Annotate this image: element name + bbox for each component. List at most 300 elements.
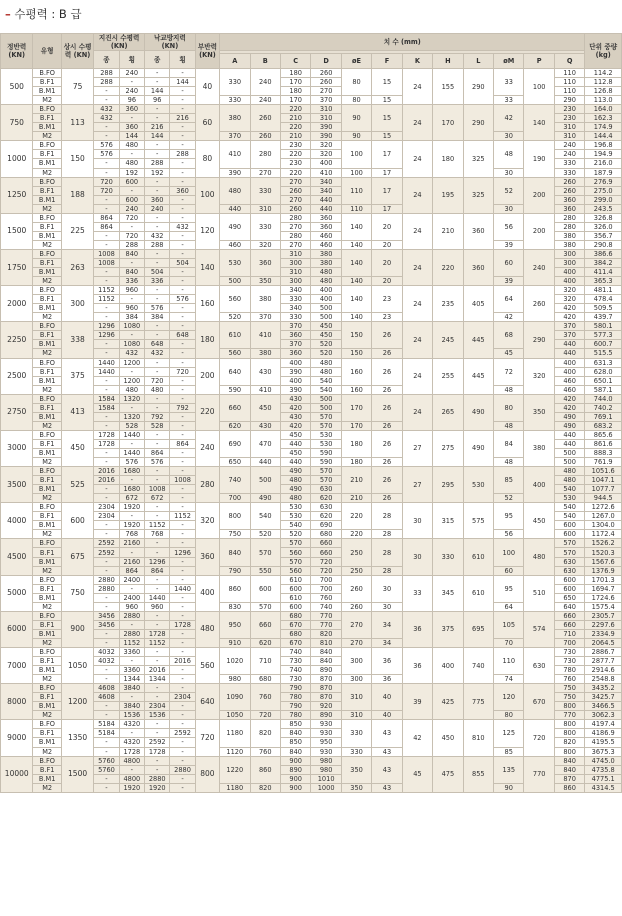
cell-seismic-longitudinal: 3456 [94, 620, 119, 629]
cell-seismic-longitudinal: 864 [94, 222, 119, 231]
cell-rated-load: 750 [1, 105, 33, 141]
cell-dim-c: 440 [280, 439, 310, 448]
cell-dim-d: 680 [311, 530, 341, 539]
cell-type: M2 [33, 675, 61, 684]
cell-type: M2 [33, 277, 61, 286]
cell-unit-weight: 386.6 [585, 249, 622, 258]
cell-dim-q: 600 [554, 575, 584, 584]
cell-dim-d: 400 [311, 286, 341, 295]
col-dim-b: B [250, 54, 280, 69]
cell-dim-q: 490 [554, 412, 584, 421]
cell-dim-q: 400 [554, 358, 584, 367]
cell-unit-weight: 196.8 [585, 141, 622, 150]
cell-seismic-transverse: 720 [119, 213, 144, 222]
cell-dim-q: 440 [554, 349, 584, 358]
cell-dim-c: 480 [280, 494, 310, 503]
cell-uplift-longitudinal: 960 [145, 602, 170, 611]
cell-negative-reaction: 640 [195, 684, 219, 720]
cell-uplift-longitudinal: 480 [145, 385, 170, 394]
cell-dim-f: 17 [372, 168, 402, 177]
cell-dim-b: 760 [250, 684, 280, 711]
cell-dim-f: 26 [372, 467, 402, 494]
cell-unit-weight: 126.8 [585, 87, 622, 96]
cell-type: B.M1 [33, 557, 61, 566]
cell-seismic-transverse: 768 [119, 530, 144, 539]
cell-dim-d: 690 [311, 521, 341, 530]
cell-dim-c: 680 [280, 611, 310, 620]
cell-dim-c: 890 [280, 765, 310, 774]
cell-dim-phi-e: 260 [341, 602, 371, 611]
cell-unit-weight: 1172.4 [585, 530, 622, 539]
cell-dim-d: 370 [311, 96, 341, 105]
cell-uplift-transverse: - [170, 566, 195, 575]
cell-type: B.FO [33, 286, 61, 295]
cell-dim-q: 260 [554, 177, 584, 186]
load-group [1, 684, 622, 720]
cell-dim-d: 480 [311, 367, 341, 376]
cell-type: M2 [33, 602, 61, 611]
cell-dim-d: 520 [311, 340, 341, 349]
cell-dim-p: 200 [524, 177, 554, 213]
cell-uplift-longitudinal: 1728 [145, 629, 170, 638]
cell-unit-weight: 761.9 [585, 458, 622, 467]
cell-dim-phi-e: 330 [341, 747, 371, 756]
cell-uplift-longitudinal: - [145, 756, 170, 765]
cell-dim-a: 950 [220, 611, 250, 638]
cell-dim-l: 360 [463, 213, 493, 249]
cell-dim-d: 700 [311, 575, 341, 584]
cell-dim-phi-m: 39 [494, 277, 524, 286]
cell-dim-phi-e: 160 [341, 358, 371, 385]
cell-uplift-longitudinal: - [145, 657, 170, 666]
title-dash: – [5, 7, 11, 21]
cell-service-horizontal: 675 [61, 539, 93, 575]
cell-dim-d: 630 [311, 485, 341, 494]
cell-unit-weight: 112.8 [585, 78, 622, 87]
cell-dim-phi-e: 140 [341, 277, 371, 286]
cell-uplift-longitudinal: 2304 [145, 702, 170, 711]
cell-dim-b: 570 [250, 602, 280, 611]
cell-dim-f: 26 [372, 458, 402, 467]
cell-uplift-transverse: - [170, 503, 195, 512]
cell-dim-q: 480 [554, 467, 584, 476]
cell-seismic-transverse: 3840 [119, 702, 144, 711]
cell-negative-reaction: 220 [195, 394, 219, 430]
cell-unit-weight: 276.9 [585, 177, 622, 186]
cell-dim-b: 660 [250, 611, 280, 638]
cell-seismic-longitudinal: 1296 [94, 331, 119, 340]
cell-rated-load: 500 [1, 69, 33, 105]
cell-unit-weight: 1724.6 [585, 593, 622, 602]
col-dim-phi-m: øM [494, 54, 524, 69]
cell-type: B.FO [33, 503, 61, 512]
cell-dim-d: 660 [311, 539, 341, 548]
cell-seismic-longitudinal: - [94, 666, 119, 675]
cell-dim-c: 340 [280, 286, 310, 295]
cell-dim-h: 375 [433, 611, 463, 647]
cell-dim-c: 900 [280, 783, 310, 792]
load-group [1, 648, 622, 684]
cell-unit-weight: 478.4 [585, 295, 622, 304]
cell-uplift-transverse: 288 [170, 150, 195, 159]
cell-dim-c: 260 [280, 204, 310, 213]
cell-seismic-transverse: - [119, 78, 144, 87]
cell-negative-reaction: 400 [195, 575, 219, 611]
cell-dim-d: 360 [311, 213, 341, 222]
cell-dim-h: 210 [433, 213, 463, 249]
cell-uplift-longitudinal: 240 [145, 204, 170, 213]
cell-uplift-transverse: - [170, 87, 195, 96]
cell-unit-weight: 2877.7 [585, 657, 622, 666]
cell-dim-k: 24 [402, 358, 432, 394]
cell-dim-d: 480 [311, 277, 341, 286]
cell-dim-f: 26 [372, 322, 402, 349]
cell-service-horizontal: 225 [61, 213, 93, 249]
cell-negative-reaction: 160 [195, 286, 219, 322]
cell-dim-p: 260 [524, 286, 554, 322]
cell-uplift-transverse: - [170, 458, 195, 467]
cell-seismic-transverse: 480 [119, 385, 144, 394]
col-dim-d: D [311, 54, 341, 69]
table-row [1, 394, 622, 403]
cell-dim-c: 840 [280, 729, 310, 738]
cell-type: M2 [33, 783, 61, 792]
cell-unit-weight: 769.1 [585, 412, 622, 421]
cell-seismic-longitudinal: - [94, 240, 119, 249]
cell-dim-phi-e: 300 [341, 648, 371, 675]
cell-uplift-longitudinal: 864 [145, 448, 170, 457]
cell-rated-load: 2500 [1, 358, 33, 394]
cell-type: M2 [33, 313, 61, 322]
cell-dim-c: 370 [280, 322, 310, 331]
cell-dim-a: 1180 [220, 720, 250, 747]
cell-dim-d: 770 [311, 620, 341, 629]
cell-dim-phi-m: 30 [494, 132, 524, 141]
cell-dim-h: 265 [433, 394, 463, 430]
cell-uplift-longitudinal: 288 [145, 159, 170, 168]
cell-dim-c: 280 [280, 231, 310, 240]
cell-seismic-transverse: - [119, 657, 144, 666]
cell-dim-q: 310 [554, 132, 584, 141]
cell-uplift-transverse: - [170, 177, 195, 186]
cell-dim-d: 1000 [311, 783, 341, 792]
cell-uplift-transverse: - [170, 349, 195, 358]
cell-dim-b: 860 [250, 756, 280, 783]
cell-service-horizontal: 150 [61, 141, 93, 177]
cell-seismic-longitudinal: - [94, 738, 119, 747]
cell-service-horizontal: 338 [61, 322, 93, 358]
cell-seismic-transverse: - [119, 439, 144, 448]
cell-dim-f: 20 [372, 213, 402, 240]
cell-uplift-transverse: - [170, 666, 195, 675]
cell-type: M2 [33, 96, 61, 105]
cell-seismic-transverse: 4320 [119, 738, 144, 747]
cell-seismic-transverse: - [119, 186, 144, 195]
cell-dim-c: 790 [280, 684, 310, 693]
table-row [1, 611, 622, 620]
cell-dim-d: 530 [311, 430, 341, 439]
cell-dim-phi-e: 140 [341, 313, 371, 322]
cell-uplift-transverse: - [170, 684, 195, 693]
load-group [1, 503, 622, 539]
cell-type: B.FO [33, 684, 61, 693]
cell-unit-weight: 1272.6 [585, 503, 622, 512]
cell-seismic-longitudinal: - [94, 774, 119, 783]
cell-type: B.FO [33, 611, 61, 620]
cell-seismic-transverse: 1920 [119, 521, 144, 530]
cell-seismic-longitudinal: 5760 [94, 756, 119, 765]
cell-seismic-longitudinal: 2592 [94, 548, 119, 557]
cell-rated-load: 1000 [1, 141, 33, 177]
cell-uplift-transverse: - [170, 204, 195, 213]
cell-seismic-longitudinal: 1440 [94, 358, 119, 367]
cell-dim-b: 550 [250, 566, 280, 575]
cell-uplift-longitudinal: 792 [145, 412, 170, 421]
cell-dim-q: 760 [554, 675, 584, 684]
cell-dim-q: 500 [554, 448, 584, 457]
cell-dim-c: 270 [280, 222, 310, 231]
cell-dim-a: 520 [220, 313, 250, 322]
cell-rated-load: 8000 [1, 684, 33, 720]
cell-uplift-transverse: - [170, 675, 195, 684]
cell-uplift-longitudinal: - [145, 114, 170, 123]
cell-uplift-transverse: - [170, 747, 195, 756]
cell-seismic-longitudinal: 576 [94, 150, 119, 159]
cell-dim-d: 320 [311, 141, 341, 150]
cell-rated-load: 1750 [1, 249, 33, 285]
cell-dim-k: 33 [402, 575, 432, 611]
cell-unit-weight: 944.5 [585, 494, 622, 503]
cell-type: B.F1 [33, 258, 61, 267]
cell-dim-c: 450 [280, 430, 310, 439]
table-row [1, 105, 622, 114]
cell-negative-reaction: 80 [195, 141, 219, 177]
cell-uplift-transverse: - [170, 358, 195, 367]
cell-dim-d: 890 [311, 666, 341, 675]
cell-uplift-transverse: - [170, 268, 195, 277]
cell-dim-c: 400 [280, 358, 310, 367]
cell-dim-phi-m: 90 [494, 783, 524, 792]
cell-dim-l: 405 [463, 286, 493, 322]
cell-uplift-longitudinal: - [145, 141, 170, 150]
cell-seismic-transverse: 192 [119, 168, 144, 177]
cell-dim-d: 450 [311, 322, 341, 331]
cell-seismic-longitudinal: - [94, 485, 119, 494]
cell-type: B.F1 [33, 584, 61, 593]
cell-dim-f: 34 [372, 611, 402, 638]
cell-dim-q: 300 [554, 249, 584, 258]
cell-seismic-transverse: 144 [119, 132, 144, 141]
cell-uplift-longitudinal: - [145, 249, 170, 258]
cell-uplift-longitudinal: 1344 [145, 675, 170, 684]
cell-rated-load: 4500 [1, 539, 33, 575]
table-row [1, 322, 622, 331]
cell-uplift-transverse: - [170, 629, 195, 638]
cell-dim-p: 290 [524, 322, 554, 358]
cell-dim-d: 760 [311, 593, 341, 602]
cell-unit-weight: 1694.7 [585, 584, 622, 593]
cell-dim-d: 720 [311, 557, 341, 566]
cell-uplift-longitudinal: 576 [145, 458, 170, 467]
cell-uplift-longitudinal: - [145, 105, 170, 114]
cell-type: B.FO [33, 575, 61, 584]
cell-dim-l: 360 [463, 249, 493, 285]
cell-dim-c: 420 [280, 403, 310, 412]
cell-type: B.F1 [33, 150, 61, 159]
cell-dim-phi-e: 90 [341, 132, 371, 141]
cell-unit-weight: 2064.5 [585, 638, 622, 647]
cell-seismic-longitudinal: - [94, 159, 119, 168]
cell-service-horizontal: 113 [61, 105, 93, 141]
load-group [1, 322, 622, 358]
cell-seismic-transverse: 2400 [119, 593, 144, 602]
cell-type: B.M1 [33, 87, 61, 96]
cell-unit-weight: 1077.7 [585, 485, 622, 494]
cell-seismic-transverse: 1728 [119, 747, 144, 756]
cell-seismic-longitudinal: - [94, 87, 119, 96]
cell-seismic-longitudinal: 1584 [94, 394, 119, 403]
cell-uplift-transverse: - [170, 132, 195, 141]
cell-negative-reaction: 60 [195, 105, 219, 141]
cell-dim-a: 740 [220, 467, 250, 494]
cell-dim-f: 36 [372, 648, 402, 675]
cell-dim-q: 540 [554, 485, 584, 494]
cell-type: B.M1 [33, 666, 61, 675]
cell-dim-q: 750 [554, 684, 584, 693]
cell-dim-a: 530 [220, 249, 250, 276]
cell-uplift-longitudinal: 720 [145, 376, 170, 385]
load-group [1, 467, 622, 503]
cell-dim-phi-m: 85 [494, 467, 524, 494]
cell-dim-h: 245 [433, 322, 463, 358]
cell-dim-b: 240 [250, 69, 280, 96]
cell-dim-f: 34 [372, 638, 402, 647]
cell-unit-weight: 481.1 [585, 286, 622, 295]
cell-dim-phi-m: 52 [494, 494, 524, 503]
cell-dim-f: 23 [372, 313, 402, 322]
cell-seismic-longitudinal: 1440 [94, 367, 119, 376]
cell-dim-a: 640 [220, 358, 250, 385]
cell-type: B.FO [33, 394, 61, 403]
cell-dim-a: 490 [220, 213, 250, 240]
cell-uplift-transverse: 1440 [170, 584, 195, 593]
cell-dim-q: 540 [554, 503, 584, 512]
cell-dim-p: 480 [524, 539, 554, 575]
cell-dim-d: 810 [311, 638, 341, 647]
cell-dim-l: 575 [463, 503, 493, 539]
cell-uplift-longitudinal: - [145, 720, 170, 729]
cell-seismic-longitudinal: 864 [94, 213, 119, 222]
cell-uplift-transverse: 504 [170, 258, 195, 267]
table-row [1, 720, 622, 729]
cell-dim-q: 360 [554, 204, 584, 213]
cell-dim-q: 820 [554, 738, 584, 747]
cell-uplift-longitudinal: 672 [145, 494, 170, 503]
cell-dim-h: 475 [433, 756, 463, 792]
cell-dim-d: 740 [311, 602, 341, 611]
cell-dim-q: 110 [554, 87, 584, 96]
cell-dim-q: 640 [554, 602, 584, 611]
cell-dim-q: 230 [554, 114, 584, 123]
cell-dim-q: 420 [554, 394, 584, 403]
cell-unit-weight: 1520.3 [585, 548, 622, 557]
cell-dim-l: 610 [463, 539, 493, 575]
cell-unit-weight: 144.4 [585, 132, 622, 141]
cell-seismic-transverse: 1080 [119, 340, 144, 349]
cell-dim-phi-m: 68 [494, 322, 524, 349]
cell-dim-phi-e: 150 [341, 322, 371, 349]
cell-service-horizontal: 750 [61, 575, 93, 611]
cell-seismic-transverse: - [119, 150, 144, 159]
cell-uplift-transverse: - [170, 412, 195, 421]
cell-uplift-transverse: - [170, 304, 195, 313]
cell-dim-l: 810 [463, 720, 493, 756]
cell-dim-phi-m: 135 [494, 756, 524, 783]
cell-seismic-longitudinal: 3456 [94, 611, 119, 620]
table-row [1, 430, 622, 439]
cell-dim-d: 570 [311, 476, 341, 485]
cell-dim-phi-e: 330 [341, 720, 371, 747]
cell-dim-p: 200 [524, 213, 554, 249]
cell-dim-c: 180 [280, 69, 310, 78]
cell-type: B.M1 [33, 448, 61, 457]
cell-uplift-transverse: 1152 [170, 512, 195, 521]
col-uplift-longitudinal: 종 [145, 51, 170, 69]
col-seismic-horizontal: 지진시 수평력 (KN) [94, 34, 145, 51]
cell-dim-f: 20 [372, 249, 402, 276]
cell-uplift-longitudinal: 192 [145, 168, 170, 177]
cell-uplift-transverse: 144 [170, 78, 195, 87]
col-dim-h: H [433, 54, 463, 69]
cell-dim-q: 230 [554, 105, 584, 114]
cell-service-horizontal: 300 [61, 286, 93, 322]
cell-dim-c: 170 [280, 78, 310, 87]
cell-seismic-longitudinal: - [94, 340, 119, 349]
cell-seismic-transverse: - [119, 295, 144, 304]
cell-unit-weight: 1051.6 [585, 467, 622, 476]
cell-uplift-transverse: - [170, 96, 195, 105]
cell-unit-weight: 326.8 [585, 213, 622, 222]
cell-dim-d: 870 [311, 675, 341, 684]
cell-dim-c: 400 [280, 376, 310, 385]
cell-type: M2 [33, 530, 61, 539]
cell-uplift-longitudinal: - [145, 258, 170, 267]
cell-dim-q: 660 [554, 620, 584, 629]
cell-dim-phi-m: 110 [494, 648, 524, 675]
cell-dim-phi-e: 170 [341, 421, 371, 430]
cell-dim-c: 180 [280, 87, 310, 96]
cell-seismic-transverse: 240 [119, 69, 144, 78]
cell-dim-p: 320 [524, 358, 554, 394]
cell-uplift-longitudinal: 504 [145, 268, 170, 277]
cell-dim-d: 400 [311, 159, 341, 168]
cell-uplift-transverse: - [170, 575, 195, 584]
cell-dim-f: 30 [372, 575, 402, 602]
cell-dim-phi-e: 140 [341, 249, 371, 276]
cell-dim-l: 490 [463, 430, 493, 466]
cell-unit-weight: 194.9 [585, 150, 622, 159]
cell-dim-phi-m: 72 [494, 358, 524, 385]
cell-service-horizontal: 1200 [61, 684, 93, 720]
cell-seismic-transverse: 4800 [119, 756, 144, 765]
cell-dim-phi-m: 45 [494, 349, 524, 358]
cell-dim-d: 320 [311, 150, 341, 159]
cell-uplift-longitudinal: - [145, 476, 170, 485]
cell-dim-d: 920 [311, 702, 341, 711]
cell-seismic-transverse: 2880 [119, 611, 144, 620]
cell-dim-q: 700 [554, 638, 584, 647]
cell-dim-a: 910 [220, 638, 250, 647]
